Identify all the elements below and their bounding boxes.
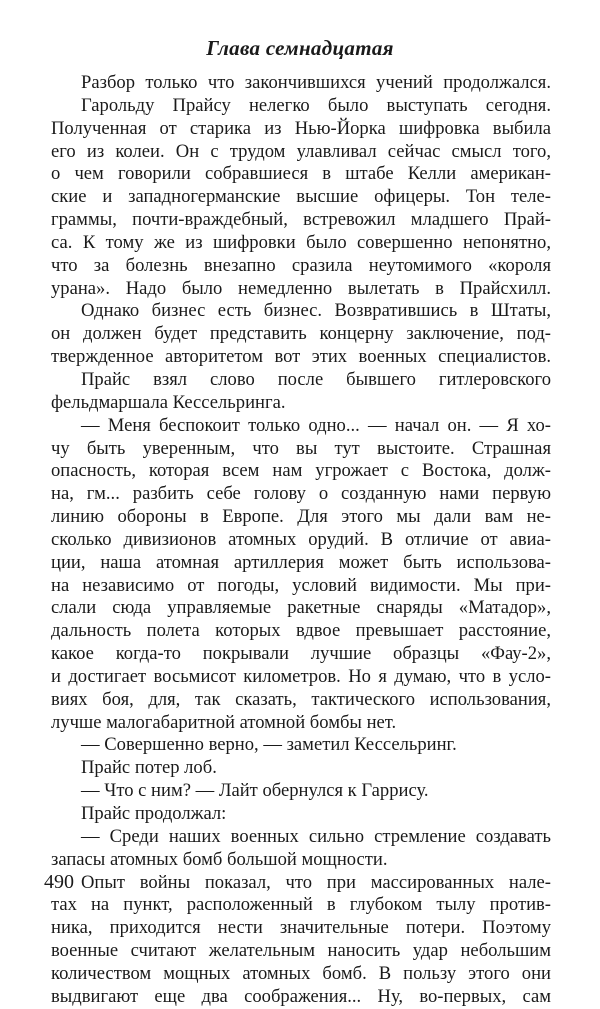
text-line: — Что с ним? — Лайт обернулся к Гаррису. (81, 780, 429, 802)
text-line: что за болезнь внезапно сразила неутомимого «короля (51, 254, 551, 276)
text-line: Гарольду Прайсу нелегко было выступать сегодня. (81, 94, 551, 116)
text-line: о чем говорили собравшиеся в штабе Келли американ- (51, 163, 551, 185)
text-line: — Меня беспокоит только одно... — начал он. — Я хо- (81, 414, 551, 436)
text-line: линию обороны в Европе. Для этого мы дали вам не- (51, 506, 551, 528)
text-line: Прайс потер лоб. (81, 757, 217, 779)
chapter-title: Глава семнадцатая (206, 36, 394, 60)
text-line: ские и западногерманские высшие офицеры. Тон теле- (51, 186, 551, 208)
text-line: лучше малогабаритной атомной бомбы нет. (51, 711, 397, 733)
text-line: он должен будет представить концерну заключение, под- (51, 323, 551, 345)
text-line: сколько дивизионов атомных орудий. В отличие от авиа- (51, 528, 551, 550)
text-line: и достигает восьмисот километров. Но я думаю, что в усло- (51, 665, 551, 687)
text-line: твержденное авторитетом вот этих военных специалистов. (51, 346, 551, 368)
text-line: — Среди наших военных сильно стремление создавать (81, 825, 551, 847)
text-line: выдвигают еще два соображения... Ну, во-первых, сам (51, 985, 551, 1007)
text-line: Разбор только что закончившихся учений продолжался. (81, 72, 551, 93)
text-line: са. К тому же из шифровки было совершенно непонятно, (51, 231, 551, 253)
text-line: виях боя, для, так сказать, тактического использования, (51, 688, 551, 710)
text-line: слали сюда управляемые ракетные снаряды «Матадор», (51, 597, 551, 619)
page-number: 490 (44, 871, 74, 893)
text-line: опасность, которая всем нам угрожает с Востока, долж- (51, 460, 551, 482)
text-line: военные считают желательным наносить удар небольшим (51, 940, 551, 962)
text-line: фельдмаршала Кессельринга. (51, 391, 286, 413)
text-line: Прайс продолжал: (81, 803, 227, 824)
text-line: чу быть уверенным, что вы тут выстоите. Страшная (51, 437, 551, 459)
text-line: урана». Надо было немедленно вылетать в Прайсхилл. (51, 277, 551, 299)
text-line: ции, наша атомная артиллерия может быть использова- (51, 551, 551, 573)
text-line: ника, приходится нести значительные потери. Поэтому (51, 917, 551, 939)
text-line: запасы атомных бомб большой мощности. (51, 848, 388, 870)
text-line: его из колеи. Он с трудом улавливал сейчас смысл того, (51, 140, 551, 162)
text-line: Прайс взял слово после бывшего гитлеровского (81, 368, 551, 390)
text-line: Полученная от старика из Нью-Йорка шифровка выбила (51, 117, 551, 139)
text-line: дальность полета которых вдвое превышает расстояние, (51, 620, 551, 642)
text-line: на независимо от погоды, условий видимости. Мы при- (51, 574, 551, 596)
body-text (51, 72, 551, 1009)
text-line: — Совершенно верно, — заметил Кессельринг. (81, 734, 457, 756)
text-line: какое когда-то покрывали лучшие образцы «Фау-2», (51, 643, 551, 665)
text-line: Опыт войны показал, что при массированных нале- (81, 871, 551, 893)
text-line: количеством мощных атомных бомб. В пользу этого они (51, 962, 551, 984)
text-line: на, гм... разбить себе голову о созданную нами первую (51, 483, 551, 505)
text-line: тах на пункт, расположенный в глубоком тылу против- (51, 894, 551, 916)
text-line: граммы, почти-враждебный, встревожил младшего Прай- (51, 209, 551, 231)
text-line: Однако бизнес есть бизнес. Возвратившись в Штаты, (81, 300, 551, 322)
